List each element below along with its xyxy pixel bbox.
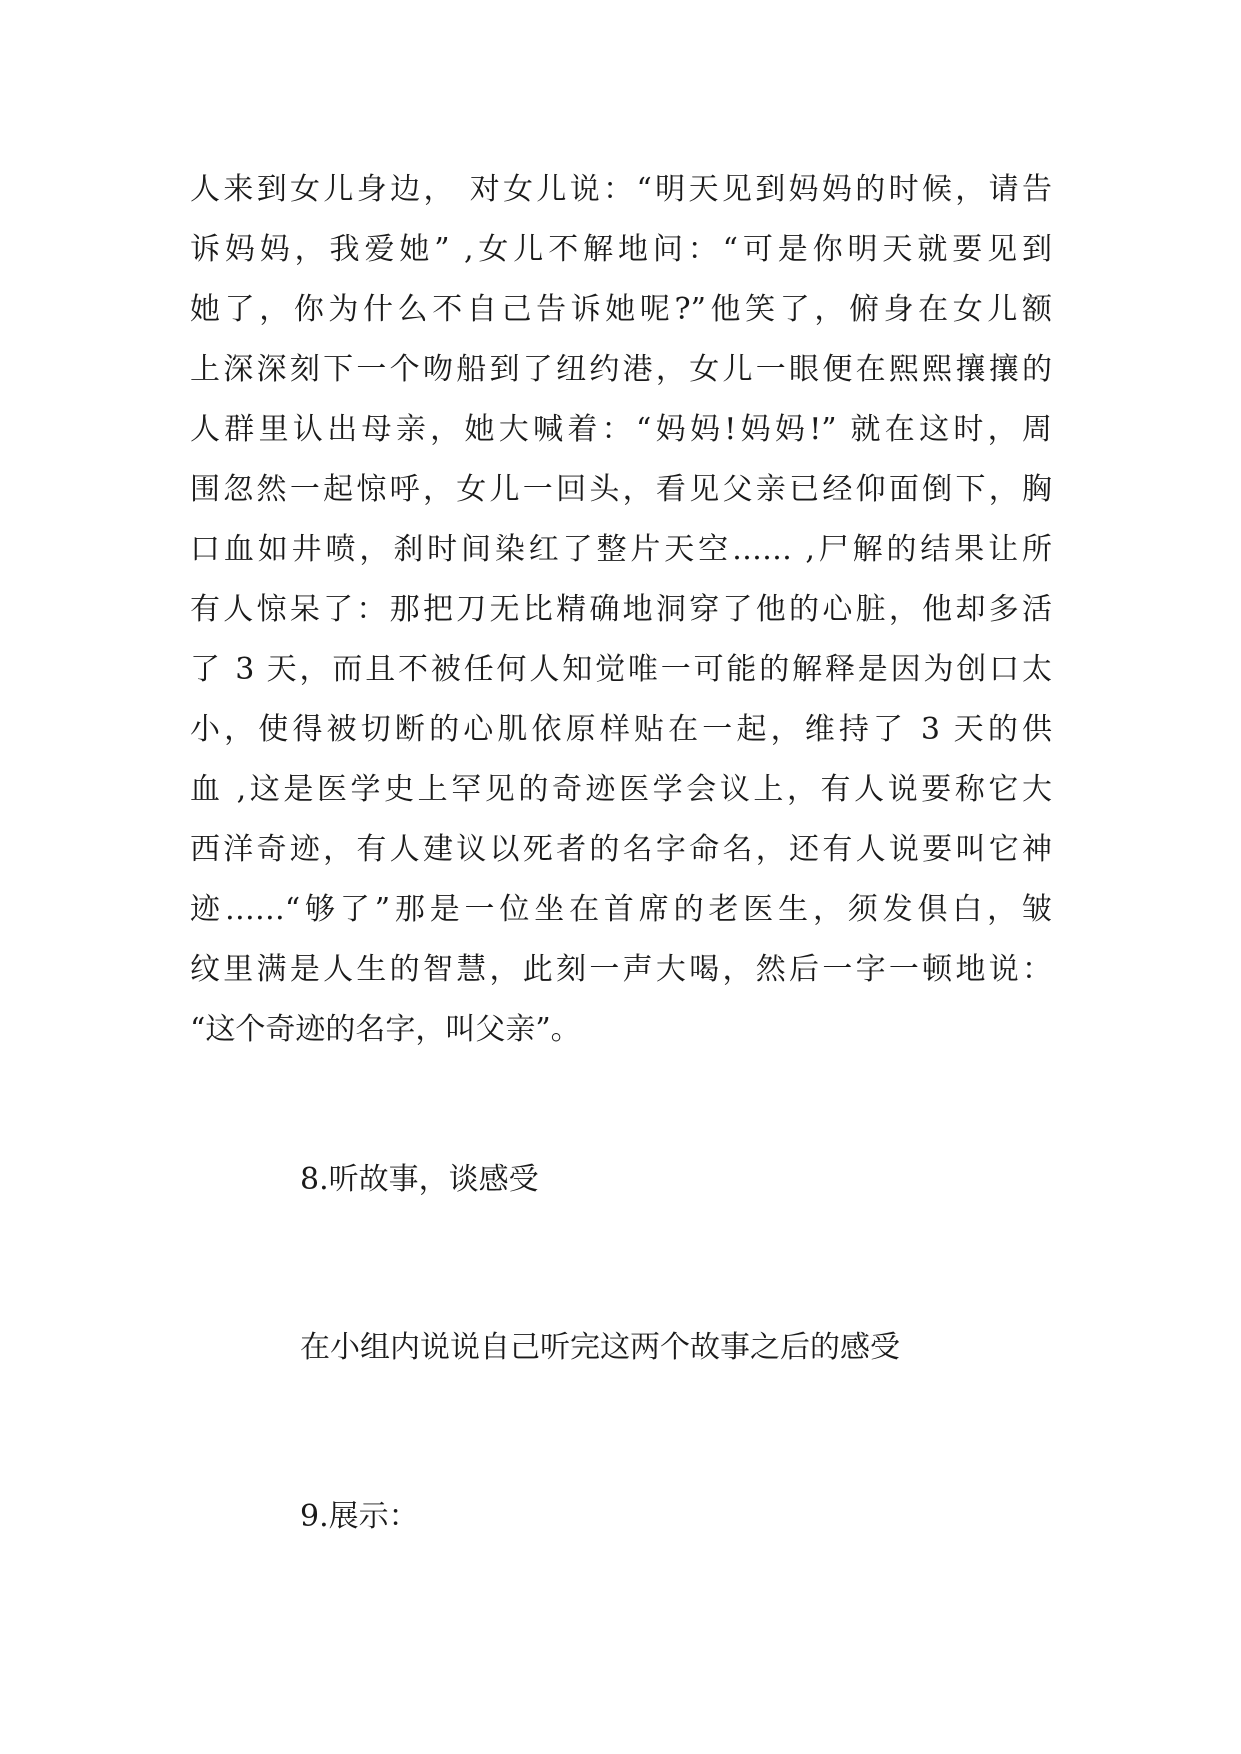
- step-8-heading: 8.听故事，谈感受: [300, 1162, 539, 1197]
- story-line: 人群里认出母亲，她大喊着：“妈妈!妈妈!” 就在这时，周: [190, 412, 1052, 447]
- story-line: 上深深刻下一个吻船到了纽约港，女儿一眼便在熙熙攘攘的: [190, 352, 1052, 387]
- story-line: 围忽然一起惊呼，女儿一回头，看见父亲已经仰面倒下，胸: [190, 472, 1052, 507]
- story-line: 血 ,这是医学史上罕见的奇迹医学会议上，有人说要称它大: [190, 772, 1052, 807]
- story-line: 小，使得被切断的心肌依原样贴在一起，维持了 3 天的供: [190, 712, 1052, 747]
- step-8-instruction: 在小组内说说自己听完这两个故事之后的感受: [300, 1330, 900, 1365]
- story-line: 诉妈妈，我爱她” ,女儿不解地问：“可是你明天就要见到: [190, 232, 1052, 267]
- story-line: 了 3 天，而且不被任何人知觉唯一可能的解释是因为创口太: [190, 652, 1052, 687]
- story-line: 人来到女儿身边， 对女儿说：“明天见到妈妈的时候，请告: [190, 172, 1052, 207]
- story-line: 纹里满是人生的智慧，此刻一声大喝，然后一字一顿地说：: [190, 952, 1052, 987]
- story-paragraph: [190, 160, 1052, 1060]
- story-line: 她了，你为什么不自己告诉她呢?”他笑了，俯身在女儿额: [190, 292, 1052, 327]
- story-line: 西洋奇迹，有人建议以死者的名字命名，还有人说要叫它神: [190, 832, 1052, 867]
- story-line: 口血如井喷，刹时间染红了整片天空…… ,尸解的结果让所: [190, 532, 1052, 567]
- story-line: 迹……“够了”那是一位坐在首席的老医生，须发俱白，皱: [190, 892, 1052, 927]
- story-line: 有人惊呆了：那把刀无比精确地洞穿了他的心脏，他却多活: [190, 592, 1052, 627]
- step-9-heading: 9.展示：: [300, 1499, 419, 1534]
- story-line-last: “这个奇迹的名字，叫父亲”。: [190, 1012, 581, 1047]
